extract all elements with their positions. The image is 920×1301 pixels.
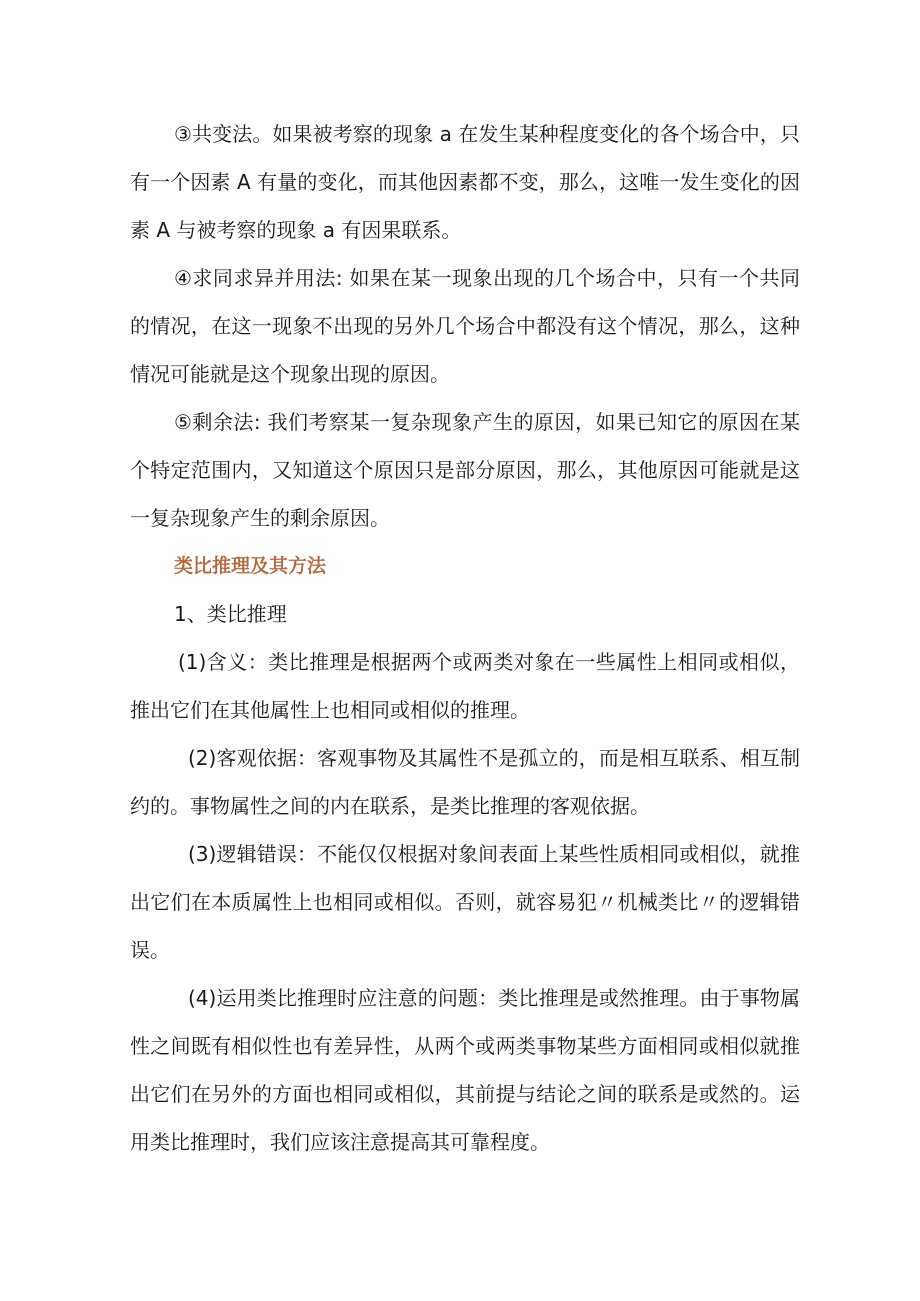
paragraph-logical-error: (3)逻辑错误：不能仅仅根据对象间表面上某些性质相同或相似，就推出它们在本质属性上也相同或相似。否则，就容易犯〃机械类比〃的逻辑错误。 [130,842,800,962]
paragraph-objective-basis: (2)客观依据：客观事物及其属性不是孤立的，而是相互联系、相互制约的。事物属性之间的内在联系，是类比推理的客观依据。 [130,746,800,818]
paragraph-joint-method: ④求同求异并用法: 如果在某一现象出现的几个场合中，只有一个共同的情况，在这一现象不出现的另外几个场合中都没有这个情况，那么，这种情况可能就是这个现象出现的原因。 [130,266,800,386]
paragraph-covariation-method: ③共变法。如果被考察的现象 a 在发生某种程度变化的各个场合中，只有一个因素 A 有量的变化，而其他因素都不变，那么，这唯一发生变化的因素 A 与被考察的现象 a 有因果联系。 [130,122,800,242]
paragraph-residue-method: ⑤剩余法: 我们考察某一复杂现象产生的原因，如果已知它的原因在某个特定范围内，又知道这个原因只是部分原因，那么，其他原因可能就是这一复杂现象产生的剩余原因。 [130,410,800,530]
paragraph-definition: (1)含义：类比推理是根据两个或两类对象在一些属性上相同或相似，推出它们在其他属性上也相同或相似的推理。 [130,650,800,722]
section-heading: 类比推理及其方法 [174,555,327,577]
paragraph-cautions: (4)运用类比推理时应注意的问题：类比推理是或然推理。由于事物属性之间既有相似性也有差异性，从两个或两类事物某些方面相同或相似就推出它们在另外的方面也相同或相似，其前提与结论之间的联系是或然的。运用类比推理时，我们应该注意提高其可靠程度。 [130,986,800,1154]
subsection-heading: 1、类比推理 [174,602,287,626]
